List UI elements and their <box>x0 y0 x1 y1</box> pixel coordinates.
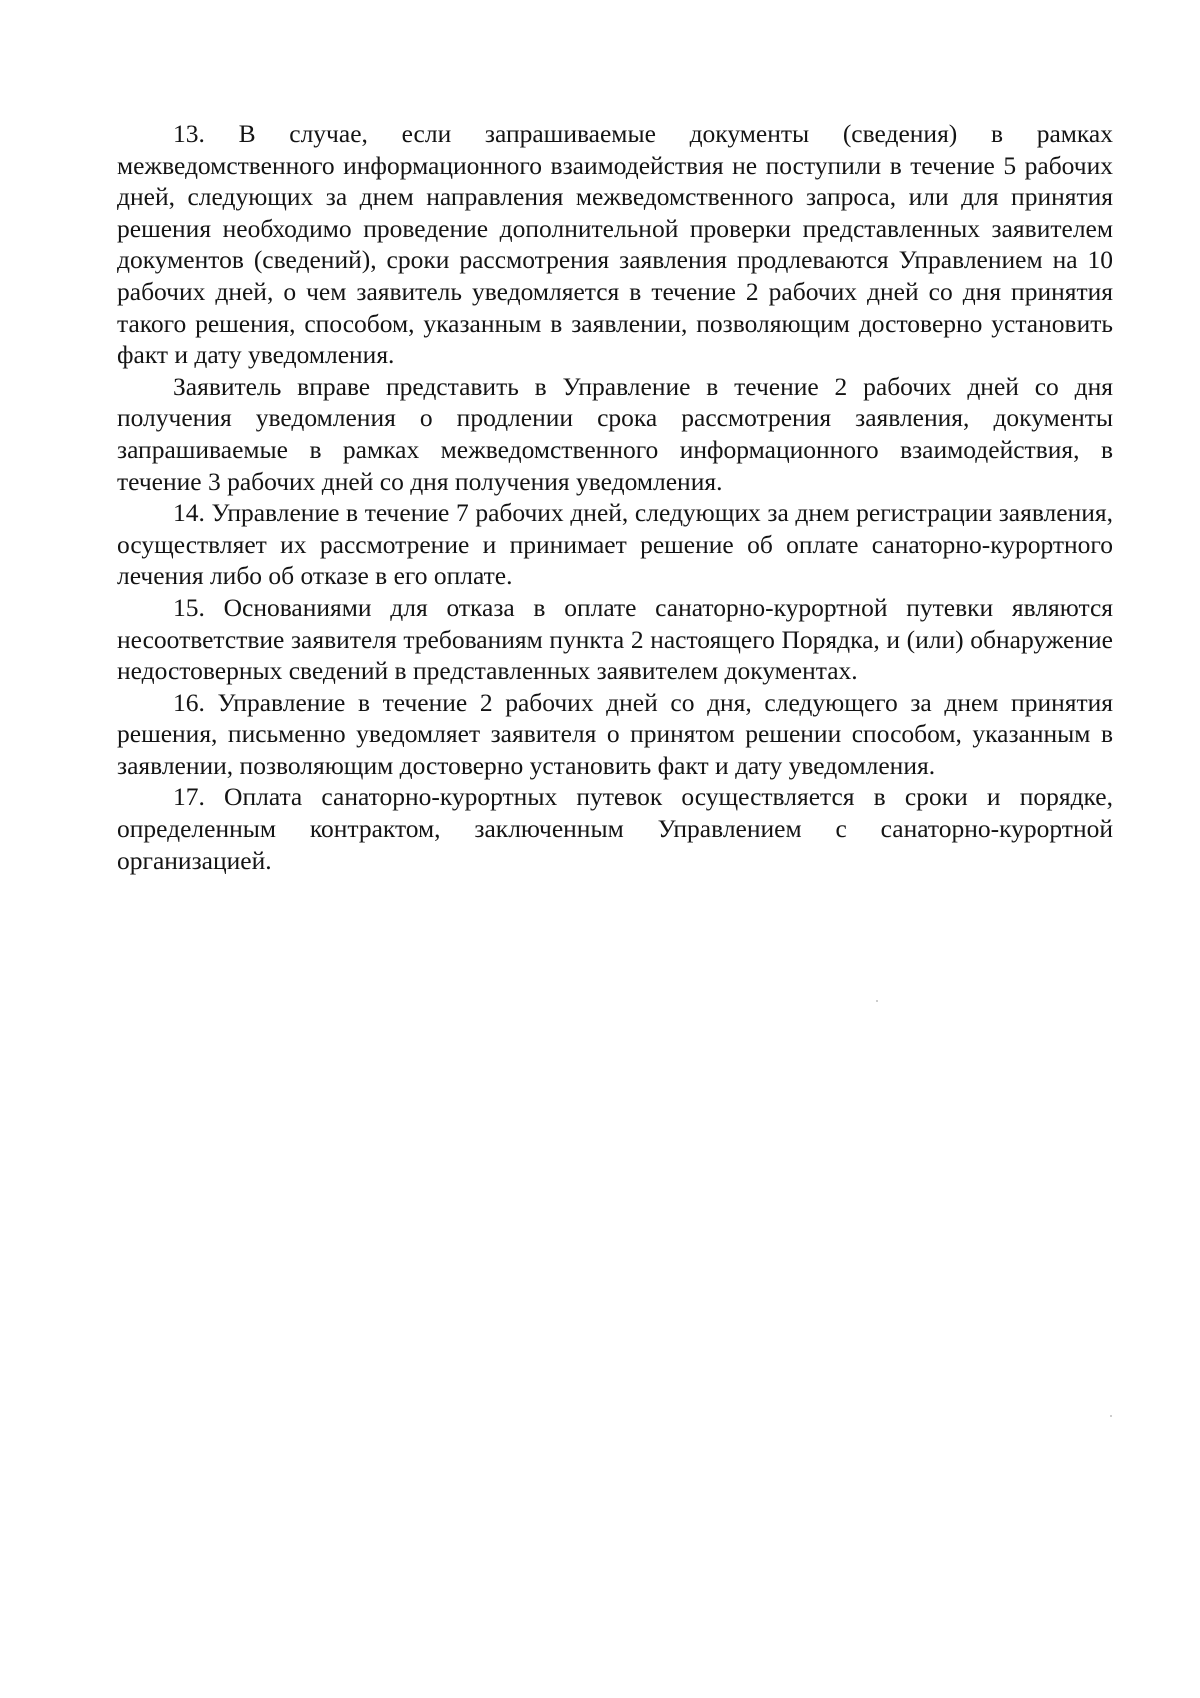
paragraph-13: 13. В случае, если запрашиваемые документы (сведения) в рамках межведомственного информационного взаимодействия не поступили в течение 5 рабочих дней, следующих за днем направления межведомственного запроса, или для принятия решения необходимо проведение дополнительной проверки представленных заявителем документов (сведений), сроки рассмотрения заявления продлеваются Управлением на 10 рабочих дней, о чем заявитель уведомляется в течение 2 рабочих дней со дня принятия такого решения, способом, указанным в заявлении, позволяющим достоверно установить факт и дату уведомления. <box>117 119 1113 370</box>
paragraph-14: 14. Управление в течение 7 рабочих дней, следующих за днем регистрации заявления, осуществляет их рассмотрение и принимает решение об оплате санаторно-курортного лечения либо об отказе в его оплате. <box>117 498 1113 591</box>
document-body <box>117 118 1113 876</box>
paragraph-applicant-right: Заявитель вправе представить в Управление в течение 2 рабочих дней со дня получения уведомления о продлении срока рассмотрения заявления, документы запрашиваемые в рамках межведомственного информационного взаимодействия, в течение 3 рабочих дней со дня получения уведомления. <box>117 371 1113 496</box>
paragraph-16: 16. Управление в течение 2 рабочих дней со дня, следующего за днем принятия решения, письменно уведомляет заявителя о принятом решении способом, указанным в заявлении, позволяющим достоверно установить факт и дату уведомления. <box>117 687 1113 780</box>
scan-speck <box>876 1000 878 1002</box>
scan-speck <box>1110 1415 1112 1417</box>
paragraph-17: 17. Оплата санаторно-курортных путевок осуществляется в сроки и порядке, определенным контрактом, заключенным Управлением с санаторно-курортной организацией. <box>117 782 1113 875</box>
paragraph-15: 15. Основаниями для отказа в оплате санаторно-курортной путевки являются несоответствие заявителя требованиям пункта 2 настоящего Порядка, и (или) обнаружение недостоверных сведений в представленных заявителем документах. <box>117 592 1113 686</box>
